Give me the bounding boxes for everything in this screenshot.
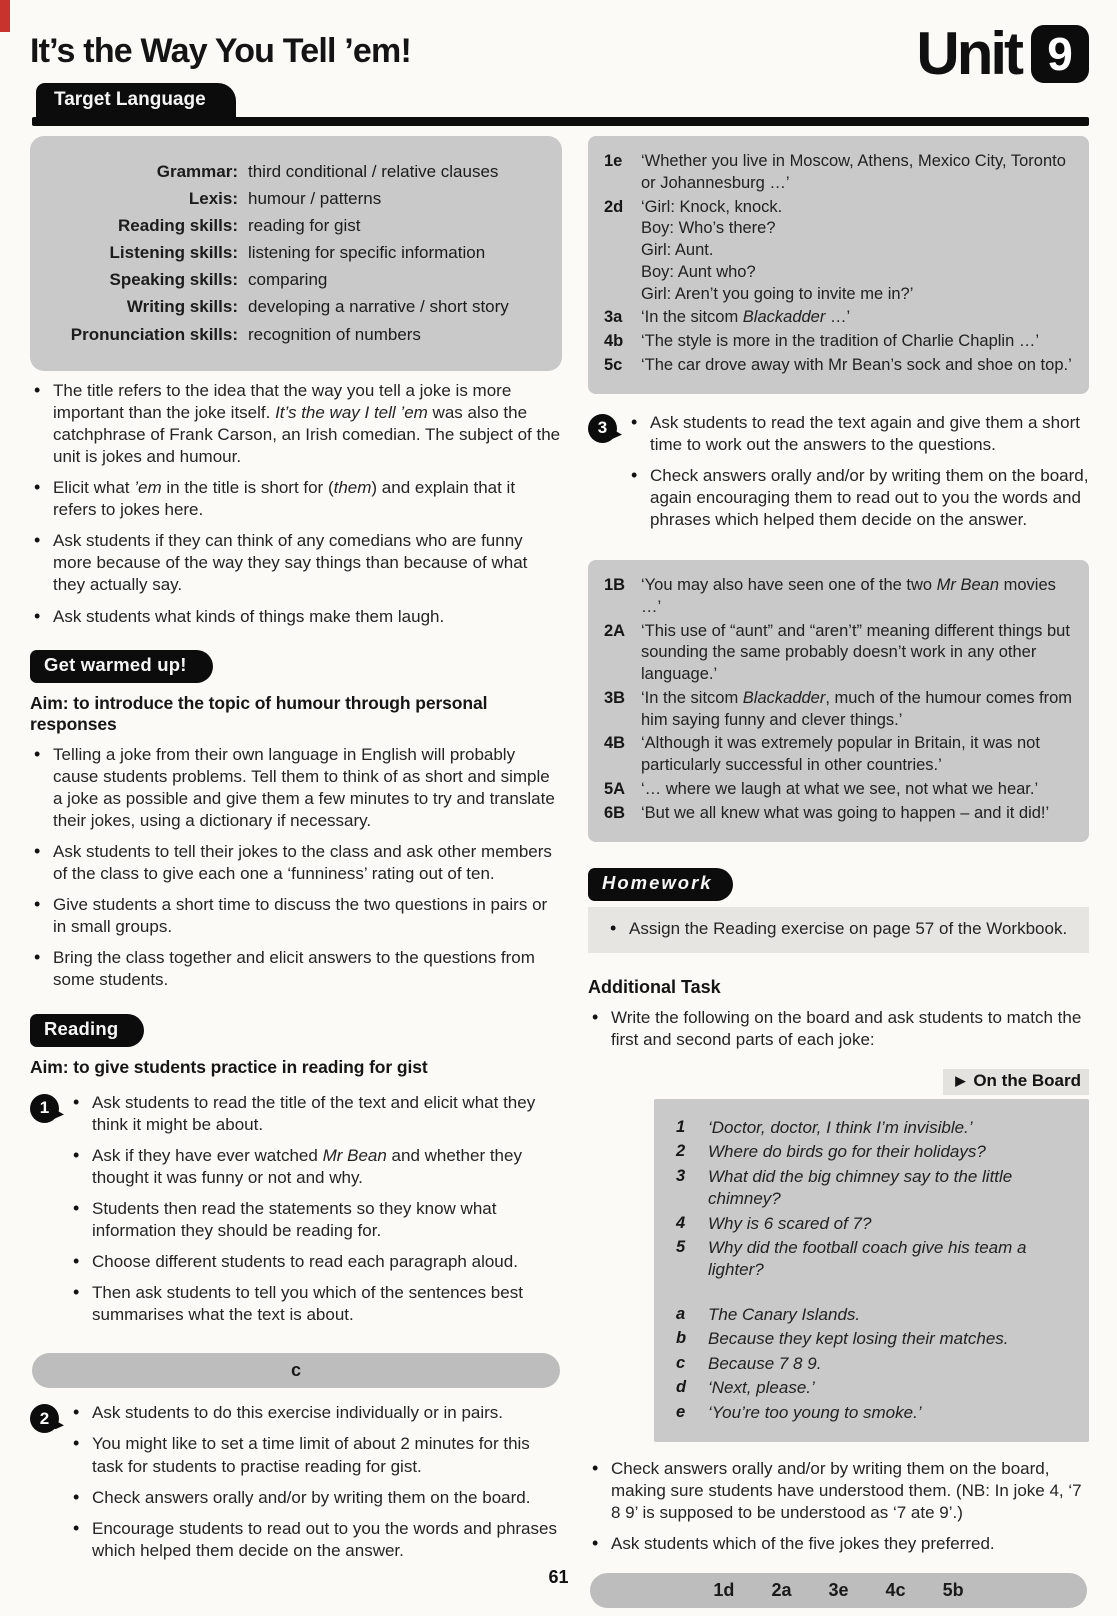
skill-value: reading for gist [248,216,361,236]
joke-question-row [676,1117,1077,1139]
skill-label: Listening skills: [109,243,238,263]
joke-answer-text: Because 7 8 9. [708,1353,822,1373]
answer-text: ‘You may also have seen one of the two Mr Bean movies …’ [641,576,1056,616]
on-the-board-label [943,1069,1089,1095]
final-answer-pair: 4c [885,1580,906,1601]
joke-question-row [676,1166,1077,1211]
statement-key: 1e [604,152,623,170]
answer-text: ‘This use of “aunt” and “aren’t” meaning different things but sounding the same probably doesn’t work in any other language.’ [641,621,1070,684]
arrow-right-icon: ▶ [955,1073,966,1089]
final-answer-pair: 3e [828,1580,849,1601]
reading-section [30,1014,562,1571]
joke-answer-row [676,1402,1077,1424]
final-answer-pair: 1d [713,1580,735,1601]
target-language-row [38,188,550,210]
answers-box [588,560,1089,841]
joke-letter: d [676,1378,687,1397]
joke-question-row [676,1141,1077,1163]
bullet-item: • Assign the Reading exercise on page 57 of the Workbook. [606,918,1089,940]
statement-text: ‘Girl: Knock, knock. Boy: Who’s there? Girl: Aunt. Boy: Aunt who? Girl: Aren’t you going to invite me in?’ [641,197,914,303]
get-warmed-up-heading: Get warmed up! [30,650,213,683]
answer-row [604,733,1075,777]
answer-row [604,688,1075,732]
statement-row [604,197,1075,306]
bullet-item: • Write the following on the board and ask students to match the first and second parts of each joke: [588,1007,1089,1051]
statement-row [604,151,1075,195]
joke-letter: c [676,1353,686,1372]
unit-number-badge: 9 [1031,25,1089,83]
target-language-header [30,86,1089,126]
statements-box [588,136,1089,394]
joke-answer-row [676,1304,1077,1326]
homework-bullets [606,918,1089,940]
bullet-item: • Bring the class together and elicit answers to the questions from some students. [30,947,562,991]
joke-answer-text: The Canary Islands. [708,1304,861,1324]
statement-text: ‘The car drove away with Mr Bean’s sock and shoe on top.’ [641,355,1072,374]
joke-answer-text: ‘You’re too young to smoke.’ [708,1402,922,1422]
joke-text: Where do birds go for their holidays? [708,1142,986,1162]
bullet-item: • Check answers orally and/or by writing them on the board, again encouraging them to read out to you the words and phrases which helped them decide on the answer. [627,465,1089,531]
skill-value: humour / patterns [248,189,382,209]
exercise-step-2 [30,1402,562,1571]
jokes-divider-gap [676,1284,1077,1302]
joke-number: 5 [676,1238,686,1257]
bullet-item: • Ask if they have ever watched Mr Bean and whether they thought it was funny or not and why. [69,1145,562,1189]
step-2-bullets [69,1402,562,1571]
joke-number: 2 [676,1142,686,1161]
target-language-tab: Target Language [36,83,236,119]
statement-key: 2d [604,197,624,216]
get-warmed-up-bullets [30,744,562,992]
answer-row [604,779,1075,801]
two-column-layout [30,136,1089,1616]
skill-label: Pronunciation skills: [70,324,238,344]
answer-key: 5A [604,780,626,799]
skill-label: Speaking skills: [109,270,238,290]
bullet-item: • Encourage students to read out to you the words and phrases which helped them decide on the answer. [69,1518,562,1562]
right-column [588,136,1089,1616]
skill-label: Grammar: [156,162,238,181]
statement-key: 5c [604,355,623,374]
aim-text: to give students practice in reading for gist [73,1056,428,1077]
step-number-badge: 1 [30,1094,59,1123]
skill-label: Reading skills: [118,216,238,236]
closing-bullets [588,1458,1089,1555]
step-number-badge: 2 [30,1404,59,1433]
answer-text: ‘… where we laugh at what we see, not what we hear.’ [641,780,1039,799]
joke-question-row [676,1213,1077,1235]
aim-line [30,693,562,735]
bullet-item: • Students then read the statements so they know what information they should be reading for. [69,1198,562,1242]
answer-key-bar: c [32,1353,560,1388]
skill-label: Lexis: [188,189,238,209]
answer-row [604,803,1075,825]
aim-label: Aim: [30,1056,69,1077]
aim-label: Aim: [30,692,69,713]
final-answer-pair: 5b [942,1580,964,1601]
bullet-item: • Ask students to do this exercise individually or in pairs. [69,1402,562,1424]
step-number-badge: 3 [588,414,617,443]
bullet-item: • Then ask students to tell you which of the sentences best summarises what the text is about. [69,1282,562,1326]
homework-stripe [588,907,1089,953]
aim-text: to introduce the topic of humour through personal responses [30,692,488,734]
bullet-item: • Ask students if they can think of any comedians who are funny more because of the way they say things than because of what they actually say. [30,530,562,596]
joke-answer-text: ‘Next, please.’ [708,1378,815,1398]
answer-text: ‘But we all knew what was going to happen – and it did!’ [641,803,1050,822]
homework-heading: Homework [588,868,733,901]
bullet-item: • Telling a joke from their own language in English will probably cause students problems. Tell them to think of as short and simple a joke as possible and give them a few minutes to try and translate their jokes, using a dictionary if necessary. [30,744,562,832]
answer-key: 3B [604,688,626,707]
exercise-step-3 [588,412,1089,540]
page-header [30,20,1089,87]
joke-text: ‘Doctor, doctor, I think I’m invisible.’ [708,1117,973,1137]
bullet-item: • The title refers to the idea that the way you tell a joke is more important than the joke itself. It’s the way I tell ’em was also the catchphrase of Frank Carson, an Irish comedian. The subject of the unit is jokes and humour. [30,380,562,468]
skill-value: developing a narrative / short story [248,297,509,317]
joke-answer-row [676,1353,1077,1375]
skill-value: recognition of numbers [248,324,421,344]
bullet-item: • Ask students to read the title of the text and elicit what they think it might be about. [69,1092,562,1136]
bullet-item: • Choose different students to read each paragraph aloud. [69,1251,562,1273]
joke-number: 4 [676,1213,686,1232]
target-language-row [38,324,550,346]
additional-task-heading: Additional Task [588,976,721,997]
bullet-item: • Give students a short time to discuss the two questions in pairs or in small groups. [30,894,562,938]
statement-text: ‘The style is more in the tradition of Charlie Chaplin …’ [641,332,1040,351]
exercise-step-1 [30,1092,562,1336]
answer-text: ‘Although it was extremely popular in Britain, it was not particularly successful in other countries.’ [641,734,1040,775]
answer-row [604,575,1075,619]
answer-key: 2A [604,621,626,640]
step-1-bullets [69,1092,562,1336]
bullet-item: • Check answers orally and/or by writing them on the board. [69,1487,562,1509]
joke-letter: a [676,1304,686,1323]
target-language-row [38,161,550,183]
bullet-item: • Ask students to read the text again and give them a short time to work out the answers to the questions. [627,412,1089,456]
intro-bullet-list [30,380,562,628]
joke-text: Why is 6 scared of 7? [708,1213,872,1233]
skill-value: third conditional / relative clauses [248,162,499,181]
answer-key: 1B [604,576,626,595]
answer-key: 4B [604,734,626,753]
answer-text: ‘In the sitcom Blackadder, much of the humour comes from him saying funny and clever things.’ [641,688,1073,729]
bullet-item: • Elicit what ’em in the title is short for (them) and explain that it refers to jokes here. [30,477,562,521]
bullet-item: • You might like to set a time limit of about 2 minutes for this task for students to practise reading for gist. [69,1433,562,1477]
joke-letter: e [676,1402,686,1421]
statement-text: ‘Whether you live in Moscow, Athens, Mexico City, Toronto or Johannesburg …’ [641,152,1066,192]
answer-key: 6B [604,803,626,822]
statement-row [604,331,1075,353]
joke-answer-text: Because they kept losing their matches. [708,1329,1009,1349]
on-the-board-row [588,1069,1089,1095]
joke-number: 1 [676,1117,686,1136]
skill-value: comparing [248,270,328,290]
unit-title: It’s the Way You Tell ’em! [30,32,411,70]
step-3-bullets [627,412,1089,540]
skill-label: Writing skills: [126,297,238,317]
page-number: 61 [548,1567,569,1587]
statement-text: ‘In the sitcom Blackadder …’ [641,308,851,327]
joke-letter: b [676,1329,687,1348]
bullet-item: • Check answers orally and/or by writing them on the board, making sure students have understood them. (NB: In joke 4, ‘7 8 9’ is supposed to be understood as ‘7 ate 9’.) [588,1458,1089,1524]
on-the-board-text: On the Board [973,1070,1081,1090]
unit-word: Unit [916,20,1021,87]
target-language-row [38,215,550,237]
joke-answer-row [676,1377,1077,1399]
joke-answer-row [676,1328,1077,1350]
bullet-item: • Ask students what kinds of things make them laugh. [30,606,562,628]
statement-row [604,307,1075,329]
target-language-box [30,136,562,371]
statement-row [604,355,1075,377]
additional-task-bullets [588,1007,1089,1051]
header-rule [32,117,1089,126]
scan-red-mark [0,0,10,32]
joke-question-row [676,1237,1077,1282]
left-column [30,136,562,1616]
bullet-item: • Ask students which of the five jokes they preferred. [588,1533,1089,1555]
board-jokes-box [654,1099,1089,1442]
joke-text: What did the big chimney say to the little chimney? [708,1166,1013,1209]
reading-heading: Reading [30,1014,144,1047]
joke-text: Why did the football coach give his team a lighter? [708,1238,1027,1280]
statement-key: 4b [604,332,624,351]
unit-banner [916,20,1089,87]
statement-key: 3a [604,308,623,327]
aim-line [30,1057,562,1078]
bullet-item: • Ask students to tell their jokes to the class and ask other members of the class to give each one a ‘funniness’ rating out of ten. [30,841,562,885]
joke-number: 3 [676,1166,686,1185]
target-language-row [38,269,550,291]
homework-section [588,868,1089,953]
skill-value: listening for specific information [248,243,486,263]
answer-row [604,621,1075,686]
get-warmed-up-section [30,650,562,992]
final-answer-pair: 2a [771,1580,792,1601]
target-language-row [38,296,550,318]
target-language-row [38,242,550,264]
